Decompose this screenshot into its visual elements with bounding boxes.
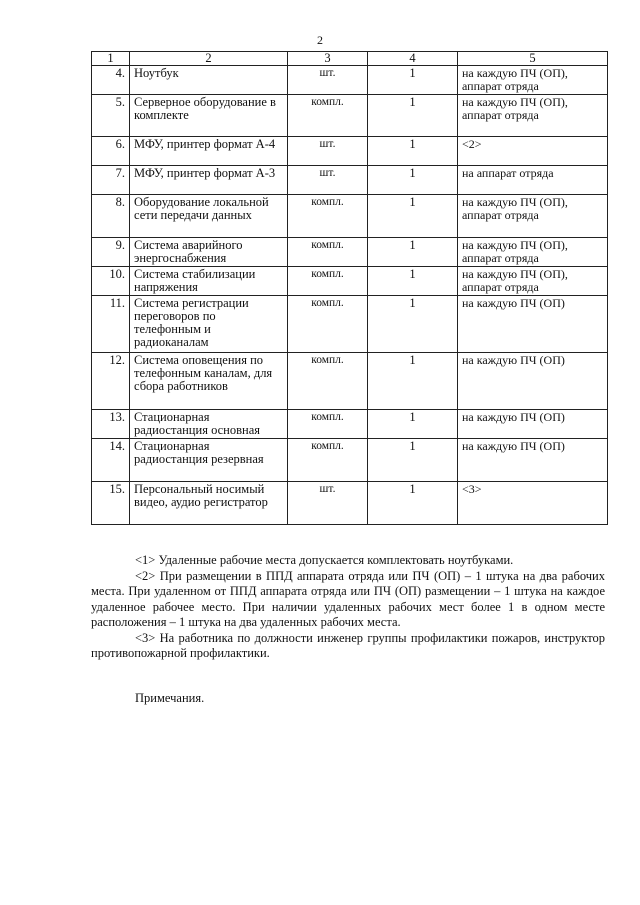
row-number: 4. [92,66,130,95]
item-quantity: 1 [368,238,458,267]
table-row [92,296,608,353]
item-quantity: 1 [368,482,458,525]
item-name: Система аварийного энергоснабжения [130,238,288,267]
item-unit: шт. [288,66,368,95]
item-unit: компл. [288,195,368,238]
item-unit: шт. [288,482,368,525]
footnote-3: <3> На работника по должности инженер группы профилактики пожаров, инструктор противопожарной профилактики. [91,630,605,660]
row-number: 11. [92,296,130,353]
item-name: Система стабилизации напряжения [130,267,288,296]
item-note: на каждую ПЧ (ОП), аппарат отряда [458,267,608,296]
item-name: Система регистрации переговоров по телефонным и радиоканалам [130,296,288,353]
item-note: <3> [458,482,608,525]
item-unit: шт. [288,166,368,195]
table-row [92,267,608,296]
item-name: Персональный носимый видео, аудио регистратор [130,482,288,525]
table-row [92,166,608,195]
item-unit: компл. [288,410,368,439]
header-cell-num: 1 [92,52,130,66]
item-note: на каждую ПЧ (ОП), аппарат отряда [458,95,608,137]
table-row [92,353,608,410]
item-name: МФУ, принтер формат А-3 [130,166,288,195]
item-name: МФУ, принтер формат А-4 [130,137,288,166]
header-cell-note: 5 [458,52,608,66]
item-unit: компл. [288,353,368,410]
row-number: 6. [92,137,130,166]
item-name: Стационарная радиостанция резервная [130,439,288,482]
table-row [92,95,608,137]
item-quantity: 1 [368,195,458,238]
row-number: 10. [92,267,130,296]
page-number: 2 [317,33,323,47]
item-note: <2> [458,137,608,166]
row-number: 7. [92,166,130,195]
row-number: 13. [92,410,130,439]
header-cell-unit: 3 [288,52,368,66]
item-unit: компл. [288,439,368,482]
table-row [92,439,608,482]
item-quantity: 1 [368,353,458,410]
row-number: 15. [92,482,130,525]
item-note: на каждую ПЧ (ОП), аппарат отряда [458,195,608,238]
table-row [92,238,608,267]
table-row [92,137,608,166]
item-note: на каждую ПЧ (ОП), аппарат отряда [458,66,608,95]
footnote-2: <2> При размещении в ППД аппарата отряда или ПЧ (ОП) – 1 штука на два рабочих места. При удаленном от ППД аппарата отряда или ПЧ (ОП) размещении – 1 штука на каждое удаленное рабочее место. При наличии удаленных рабочих мест более 1 в одном месте расположения – 1 штука на два удаленных рабочих места. [91,568,605,629]
item-quantity: 1 [368,439,458,482]
table-row [92,482,608,525]
footnotes [91,553,605,662]
item-note: на каждую ПЧ (ОП) [458,353,608,410]
table-header-row [92,52,608,66]
item-unit: шт. [288,137,368,166]
table-row [92,66,608,95]
item-unit: компл. [288,95,368,137]
item-name: Ноутбук [130,66,288,95]
item-quantity: 1 [368,410,458,439]
item-unit: компл. [288,267,368,296]
item-quantity: 1 [368,267,458,296]
item-unit: компл. [288,296,368,353]
row-number: 8. [92,195,130,238]
equipment-table [91,51,608,525]
table-row [92,410,608,439]
row-number: 14. [92,439,130,482]
item-quantity: 1 [368,66,458,95]
header-cell-name: 2 [130,52,288,66]
row-number: 12. [92,353,130,410]
item-name: Серверное оборудование в комплекте [130,95,288,137]
item-name: Система оповещения по телефонным каналам, для сбора работников [130,353,288,410]
item-note: на каждую ПЧ (ОП), аппарат отряда [458,238,608,267]
notes-heading: Примечания. [135,691,205,705]
item-quantity: 1 [368,137,458,166]
item-unit: компл. [288,238,368,267]
item-note: на каждую ПЧ (ОП) [458,439,608,482]
row-number: 5. [92,95,130,137]
item-name: Стационарная радиостанция основная [130,410,288,439]
item-name: Оборудование локальной сети передачи данных [130,195,288,238]
header-cell-qty: 4 [368,52,458,66]
item-quantity: 1 [368,296,458,353]
table-row [92,195,608,238]
item-note: на каждую ПЧ (ОП) [458,296,608,353]
row-number: 9. [92,238,130,267]
footnote-1: <1> Удаленные рабочие места допускается комплектовать ноутбуками. [135,553,514,567]
item-note: на каждую ПЧ (ОП) [458,410,608,439]
item-quantity: 1 [368,95,458,137]
item-quantity: 1 [368,166,458,195]
item-note: на аппарат отряда [458,166,608,195]
